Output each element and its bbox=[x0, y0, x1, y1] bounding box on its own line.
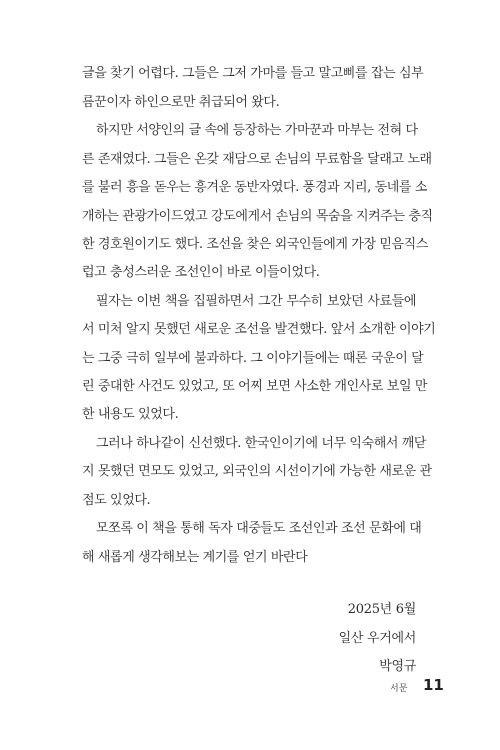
body-line: 름꾼이자 하인으로만 취급되어 왔다. bbox=[82, 95, 280, 110]
body-line: 한 경호원이기도 했다. 조선을 찾은 외국인들에게 가장 믿음직스 bbox=[82, 237, 428, 252]
body-line: 는 그중 극히 일부에 불과하다. 그 이야기들에는 때론 국운이 달 bbox=[82, 351, 424, 366]
section-label: 서문 bbox=[390, 684, 408, 694]
body-line: 점도 있었다. bbox=[82, 493, 151, 508]
body-line: 한 내용도 있었다. bbox=[82, 407, 179, 422]
signature-author: 박영규 bbox=[379, 659, 416, 674]
body-line: 해 새롭게 생각해보는 계기를 얻기 바란다 bbox=[82, 550, 308, 565]
body-line: 하지만 서양인의 글 속에 등장하는 가마꾼과 마부는 전혀 다 bbox=[96, 123, 418, 138]
body-line: 모쪼록 이 책을 통해 독자 대중들도 조선인과 조선 문화에 대 bbox=[96, 521, 422, 536]
body-line: 를 불러 흥을 돋우는 흥겨운 동반자였다. 풍경과 지리, 동네를 소 bbox=[82, 180, 428, 195]
body-line: 서 미처 알지 못했던 새로운 조선을 발견했다. 앞서 소개한 이야기 bbox=[82, 322, 436, 337]
signature-place: 일산 우거에서 bbox=[338, 631, 416, 646]
page-number: 11 bbox=[423, 676, 444, 694]
body-line: 지 못했던 면모도 있었고, 외국인의 시선이기에 가능한 새로운 관 bbox=[82, 464, 432, 479]
body-line: 그러나 하나같이 신선했다. 한국인이기에 너무 익숙해서 깨닫 bbox=[96, 436, 427, 451]
body-line: 른 존재였다. 그들은 온갖 재담으로 손님의 무료함을 달래고 노래 bbox=[82, 152, 432, 167]
body-line: 필자는 이번 책을 집필하면서 그간 무수히 보았던 사료들에 bbox=[96, 294, 416, 309]
signature-date: 2025년 6월 bbox=[347, 602, 416, 617]
body-line: 린 중대한 사건도 있었고, 또 어찌 보면 사소한 개인사로 보일 만 bbox=[82, 379, 428, 394]
body-line: 글을 찾기 어렵다. 그들은 그저 가마를 들고 말고삐를 잡는 심부 bbox=[82, 66, 424, 81]
body-line: 럽고 충성스러운 조선인이 바로 이들이었다. bbox=[82, 265, 320, 280]
body-line: 개하는 관광가이드였고 강도에게서 손님의 목숨을 지켜주는 충직 bbox=[82, 209, 433, 224]
